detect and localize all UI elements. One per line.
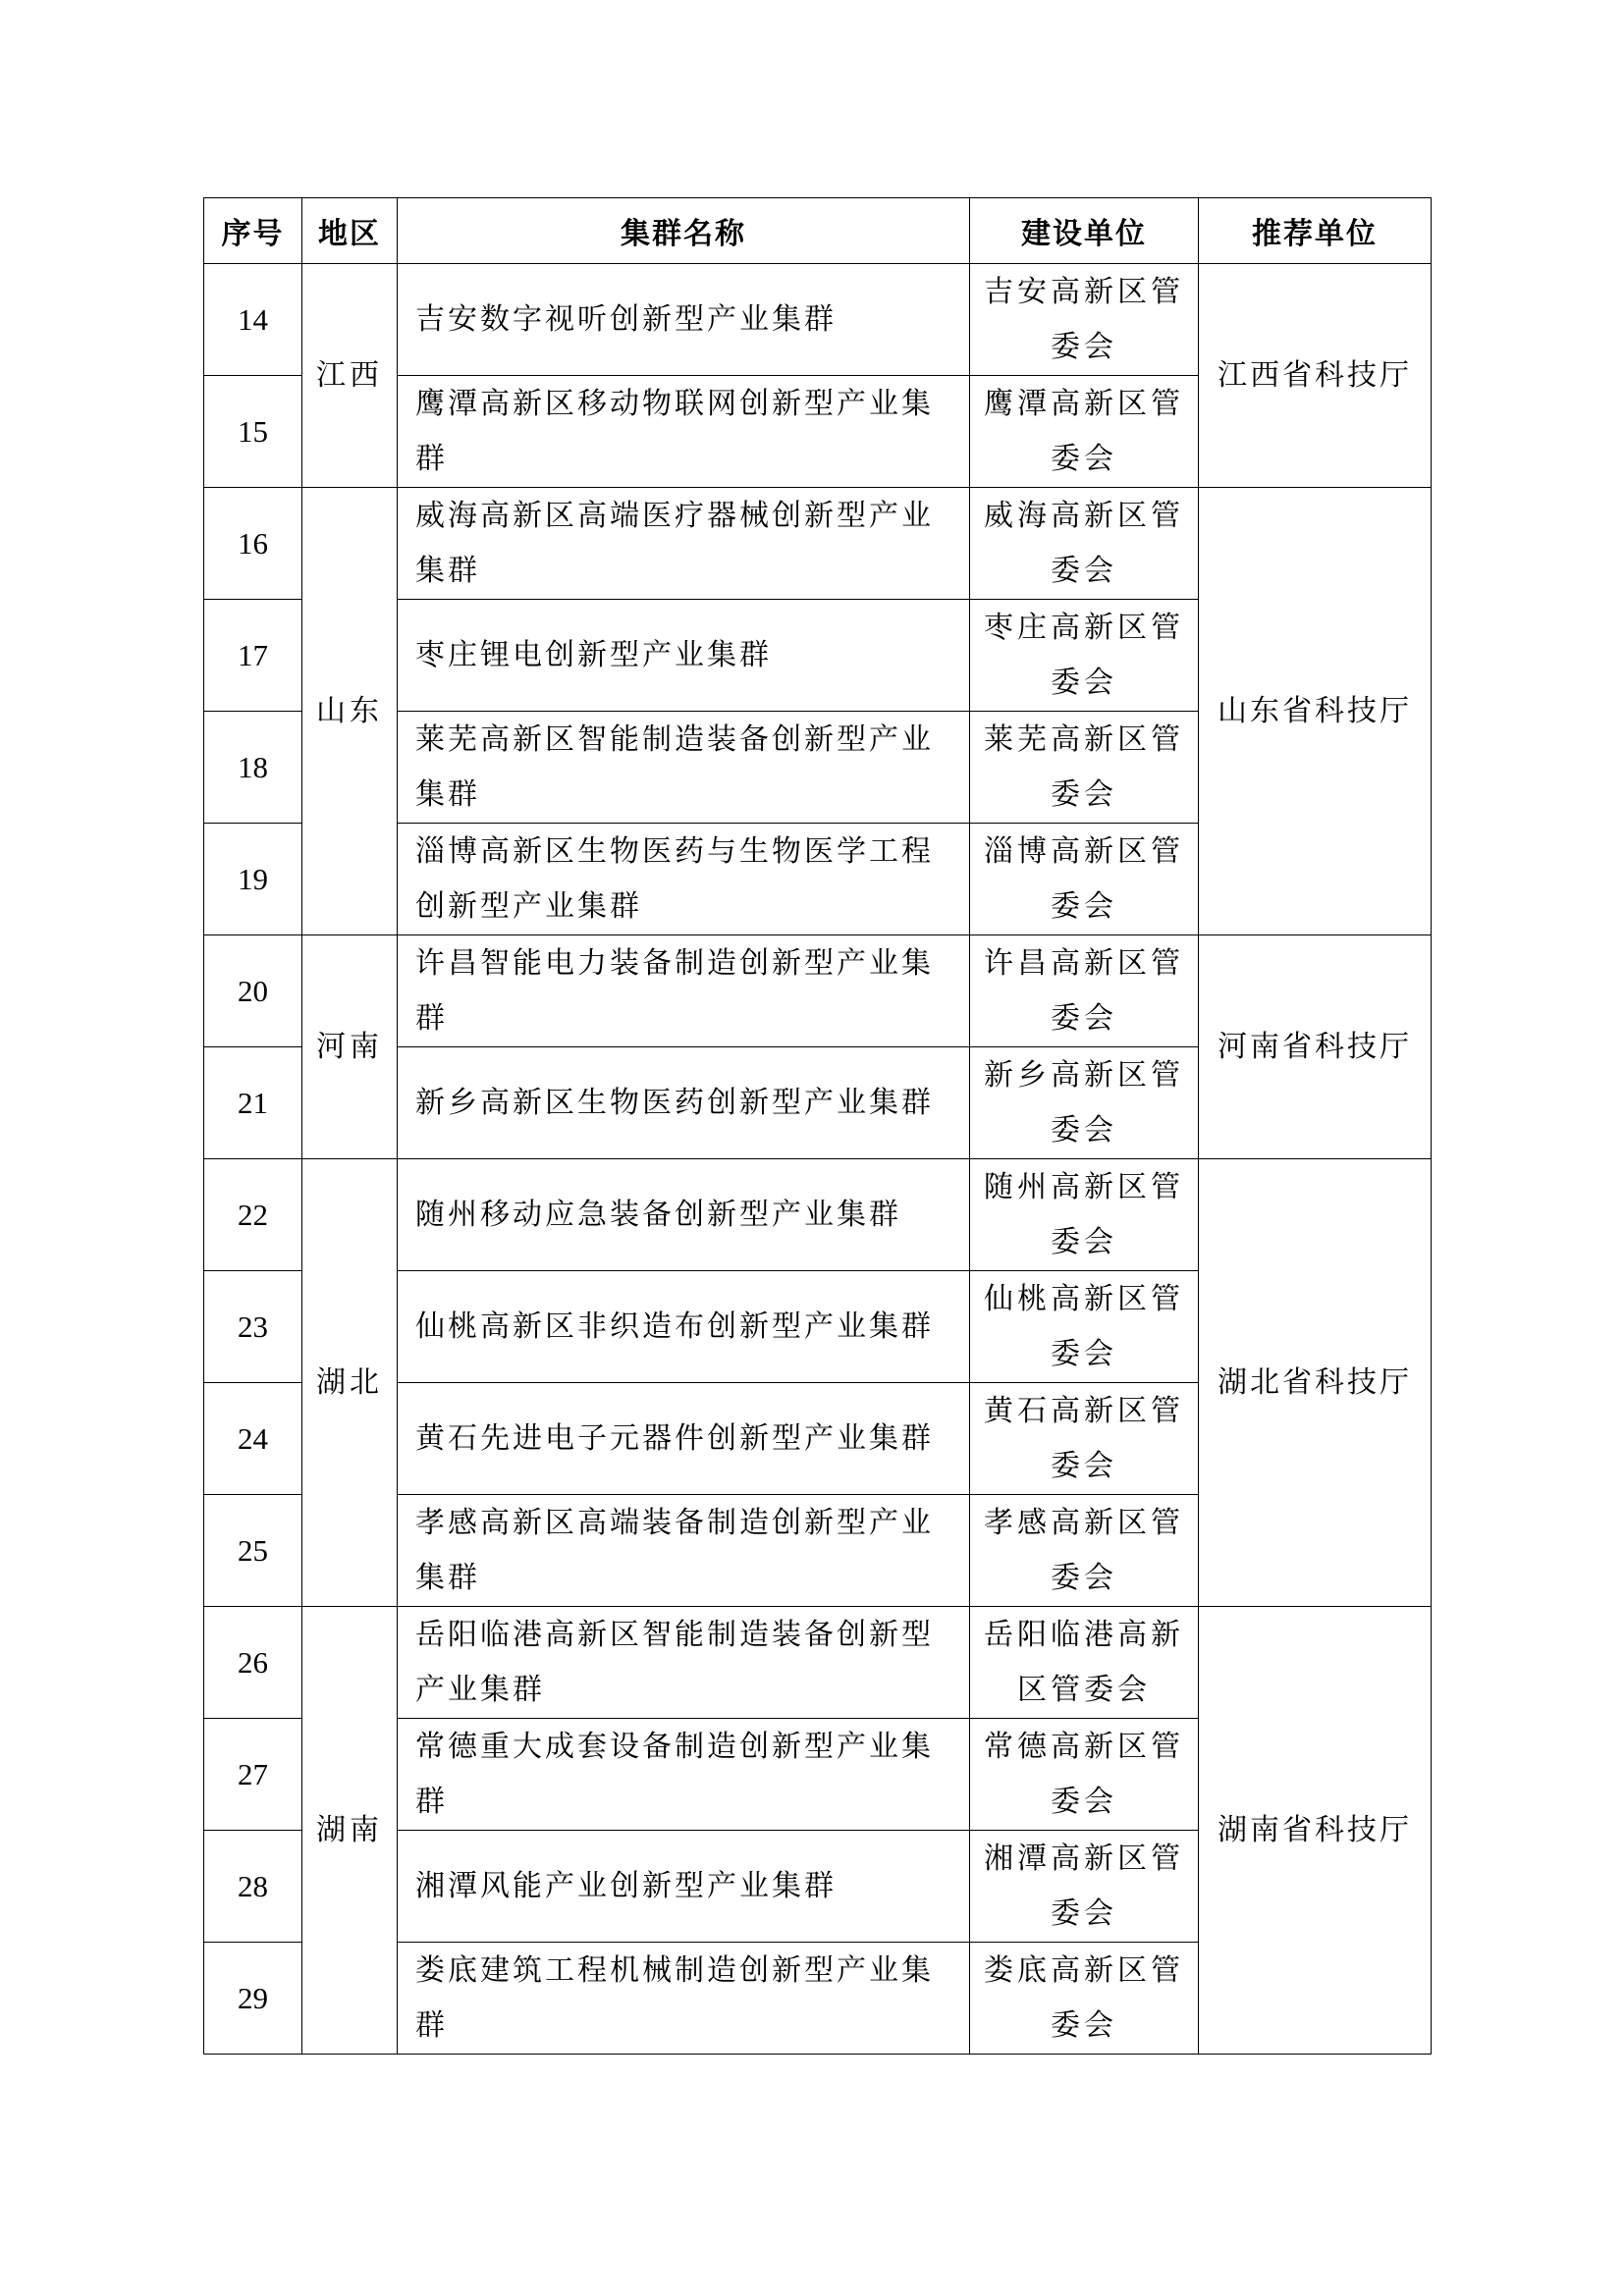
table-body [204, 264, 1432, 2055]
row-construction-unit-cell: 枣庄高新区管委会 [970, 600, 1199, 712]
row-recommender-cell: 江西省科技厅 [1199, 264, 1432, 488]
row-cluster-name-cell: 吉安数字视听创新型产业集群 [398, 264, 970, 376]
row-seq-cell: 19 [204, 824, 302, 935]
row-seq-cell: 17 [204, 600, 302, 712]
row-construction-unit-cell: 湘潭高新区管委会 [970, 1831, 1199, 1943]
cluster-list-table [203, 197, 1432, 2055]
row-seq-cell: 23 [204, 1271, 302, 1383]
table-row [204, 1607, 1432, 1719]
row-construction-unit-cell: 仙桃高新区管委会 [970, 1271, 1199, 1383]
row-recommender-cell: 山东省科技厅 [1199, 488, 1432, 935]
row-cluster-name-cell: 鹰潭高新区移动物联网创新型产业集群 [398, 376, 970, 488]
row-region-cell: 江西 [302, 264, 398, 488]
table-row [204, 1159, 1432, 1271]
row-construction-unit-cell: 淄博高新区管委会 [970, 824, 1199, 935]
row-recommender-cell: 湖南省科技厅 [1199, 1607, 1432, 2055]
row-region-cell: 山东 [302, 488, 398, 935]
row-cluster-name-cell: 常德重大成套设备制造创新型产业集群 [398, 1719, 970, 1831]
row-cluster-name-cell: 仙桃高新区非织造布创新型产业集群 [398, 1271, 970, 1383]
row-cluster-name-cell: 随州移动应急装备创新型产业集群 [398, 1159, 970, 1271]
header-recommender: 推荐单位 [1199, 198, 1432, 264]
row-seq-cell: 27 [204, 1719, 302, 1831]
row-cluster-name-cell: 岳阳临港高新区智能制造装备创新型产业集群 [398, 1607, 970, 1719]
table-row [204, 488, 1432, 600]
row-construction-unit-cell: 许昌高新区管委会 [970, 935, 1199, 1047]
row-construction-unit-cell: 娄底高新区管委会 [970, 1943, 1199, 2055]
cluster-list-table-container [203, 197, 1431, 2055]
header-construction-unit: 建设单位 [970, 198, 1199, 264]
table-row [204, 935, 1432, 1047]
row-construction-unit-cell: 吉安高新区管委会 [970, 264, 1199, 376]
row-region-cell: 河南 [302, 935, 398, 1159]
row-cluster-name-cell: 威海高新区高端医疗器械创新型产业集群 [398, 488, 970, 600]
row-cluster-name-cell: 枣庄锂电创新型产业集群 [398, 600, 970, 712]
row-cluster-name-cell: 孝感高新区高端装备制造创新型产业集群 [398, 1495, 970, 1607]
row-construction-unit-cell: 孝感高新区管委会 [970, 1495, 1199, 1607]
header-seq: 序号 [204, 198, 302, 264]
table-header-row [204, 198, 1432, 264]
row-seq-cell: 29 [204, 1943, 302, 2055]
row-cluster-name-cell: 黄石先进电子元器件创新型产业集群 [398, 1383, 970, 1495]
table-row [204, 264, 1432, 376]
row-seq-cell: 28 [204, 1831, 302, 1943]
header-cluster-name: 集群名称 [398, 198, 970, 264]
header-region: 地区 [302, 198, 398, 264]
table-header [204, 198, 1432, 264]
row-cluster-name-cell: 娄底建筑工程机械制造创新型产业集群 [398, 1943, 970, 2055]
row-region-cell: 湖南 [302, 1607, 398, 2055]
row-construction-unit-cell: 鹰潭高新区管委会 [970, 376, 1199, 488]
row-seq-cell: 15 [204, 376, 302, 488]
row-recommender-cell: 湖北省科技厅 [1199, 1159, 1432, 1607]
row-region-cell: 湖北 [302, 1159, 398, 1607]
row-seq-cell: 25 [204, 1495, 302, 1607]
row-construction-unit-cell: 黄石高新区管委会 [970, 1383, 1199, 1495]
row-cluster-name-cell: 许昌智能电力装备制造创新型产业集群 [398, 935, 970, 1047]
row-construction-unit-cell: 岳阳临港高新区管委会 [970, 1607, 1199, 1719]
row-cluster-name-cell: 湘潭风能产业创新型产业集群 [398, 1831, 970, 1943]
row-recommender-cell: 河南省科技厅 [1199, 935, 1432, 1159]
row-cluster-name-cell: 新乡高新区生物医药创新型产业集群 [398, 1047, 970, 1159]
row-seq-cell: 26 [204, 1607, 302, 1719]
row-construction-unit-cell: 常德高新区管委会 [970, 1719, 1199, 1831]
row-seq-cell: 22 [204, 1159, 302, 1271]
row-construction-unit-cell: 新乡高新区管委会 [970, 1047, 1199, 1159]
row-construction-unit-cell: 威海高新区管委会 [970, 488, 1199, 600]
row-seq-cell: 16 [204, 488, 302, 600]
row-construction-unit-cell: 随州高新区管委会 [970, 1159, 1199, 1271]
row-cluster-name-cell: 莱芜高新区智能制造装备创新型产业集群 [398, 712, 970, 824]
row-seq-cell: 18 [204, 712, 302, 824]
row-seq-cell: 21 [204, 1047, 302, 1159]
row-seq-cell: 14 [204, 264, 302, 376]
row-construction-unit-cell: 莱芜高新区管委会 [970, 712, 1199, 824]
row-seq-cell: 24 [204, 1383, 302, 1495]
row-seq-cell: 20 [204, 935, 302, 1047]
row-cluster-name-cell: 淄博高新区生物医药与生物医学工程创新型产业集群 [398, 824, 970, 935]
